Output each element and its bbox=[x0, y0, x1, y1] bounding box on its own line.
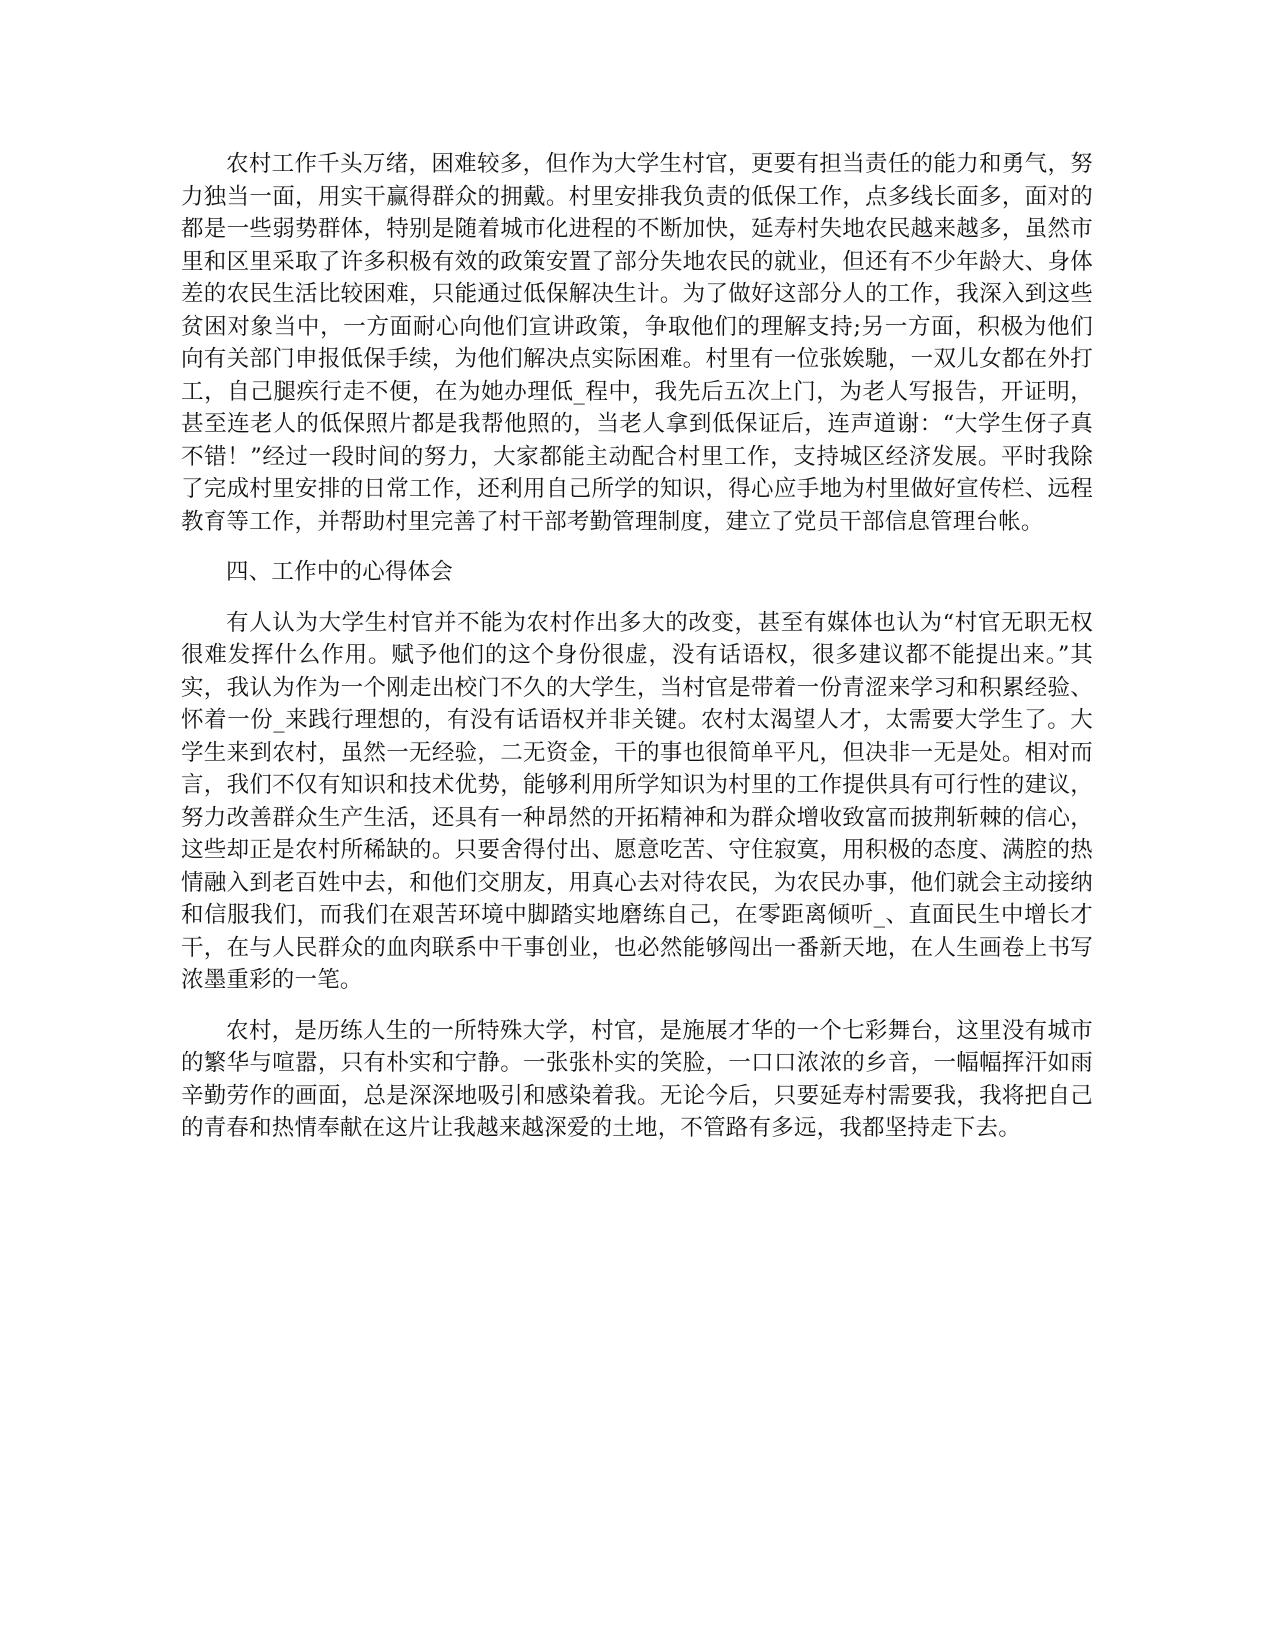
paragraph-work-duties: 农村工作千头万绪，困难较多，但作为大学生村官，更要有担当责任的能力和勇气，努力独当一面，用实干赢得群众的拥戴。村里安排我负责的低保工作，点多线长面多，面对的都是一些弱势群体，特别是随着城市化进程的不断加快，延寿村失地农民越来越多，虽然市里和区里采取了许多积极有效的政策安置了部分失地农民的就业，但还有不少年龄大、身体差的农民生活比较困难，只能通过低保解决生计。为了做好这部分人的工作，我深入到这些贫困对象当中，一方面耐心向他们宣讲政策，争取他们的理解支持;另一方面，积极为他们向有关部门申报低保手续，为他们解决点实际困难。村里有一位张娭馳，一双儿女都在外打工，自己腿疾行走不便，在为她办理低_程中，我先后五次上门，为老人写报告，开证明，甚至连老人的低保照片都是我帮他照的，当老人拿到低保证后，连声道谢：“大学生伢子真不错！”经过一段时间的努力，大家都能主动配合村里工作，支持城区经济发展。平时我除了完成村里安排的日常工作，还利用自己所学的知识，得心应手地为村里做好宣传栏、远程教育等工作，并帮助村里完善了村干部考勤管理制度，建立了党员干部信息管理台帐。 bbox=[181, 151, 1093, 535]
section-heading-insights: 四、工作中的心得体会 bbox=[226, 559, 454, 585]
paragraph-conclusion: 农村，是历练人生的一所特殊大学，村官，是施展才华的一个七彩舞台，这里没有城市的繁华与喧嚣，只有朴实和宁静。一张张朴实的笑脸，一口口浓浓的乡音，一幅幅挥汗如雨辛勤劳作的画面，总是深深地吸引和感染着我。无论今后，只要延寿村需要我，我将把自己的青春和热情奉献在这片让我越来越深爱的土地，不管路有多远，我都坚持走下去。 bbox=[181, 1017, 1093, 1141]
paragraph-insights: 有人认为大学生村官并不能为农村作出多大的改变，甚至有媒体也认为“村官无职无权很难发挥什么作用。赋予他们的这个身份很虚，没有话语权，很多建议都不能提出来。”其实，我认为作为一个刚走出校门不久的大学生，当村官是带着一份青涩来学习和积累经验、怀着一份_来践行理想的，有没有话语权并非关键。农村太渴望人才，太需要大学生了。大学生来到农村，虽然一无经验，二无资金，干的事也很简单平凡，但决非一无是处。相对而言，我们不仅有知识和技术优势，能够利用所学知识为村里的工作提供具有可行性的建议，努力改善群众生产生活，还具有一种昂然的开拓精神和为群众增收致富而披荆斩棘的信心，这些却正是农村所稀缺的。只要舍得付出、愿意吃苦、守住寂寞，用积极的态度、满腔的热情融入到老百姓中去，和他们交朋友，用真心去对待农民，为农民办事，他们就会主动接纳和信服我们，而我们在艰苦环境中脚踏实地磨练自己，在零距离倾听_、直面民生中增长才干，在与人民群众的血肉联系中干事创业，也必然能够闯出一番新天地，在人生画卷上书写浓墨重彩的一笔。 bbox=[181, 609, 1093, 993]
document-body bbox=[181, 148, 1093, 1163]
